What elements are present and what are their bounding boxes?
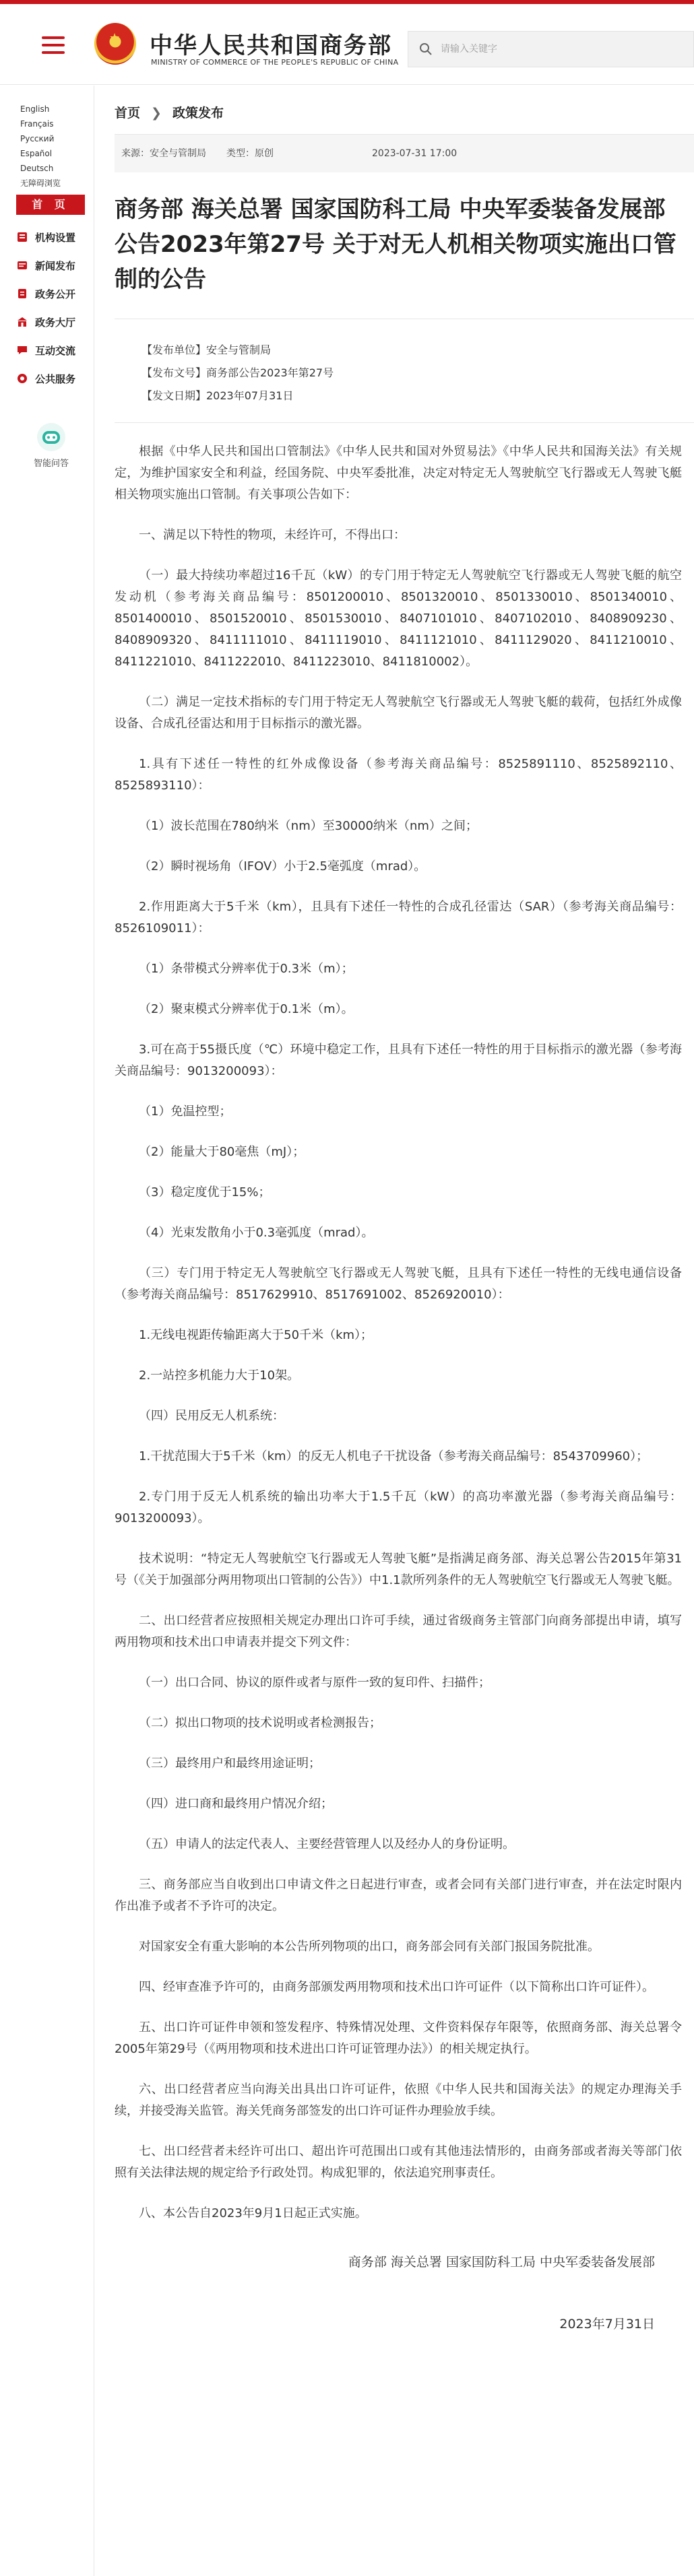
- article-paragraph: 1.具有下述任一特性的红外成像设备（参考海关商品编号：8525891110、8525892110、8525893110）：: [115, 757, 682, 793]
- national-emblem-icon[interactable]: ★: [94, 23, 136, 65]
- lang-spanish[interactable]: Español: [20, 149, 53, 158]
- article-paragraph: （二）拟出口物项的技术说明或者检测报告；: [139, 1716, 381, 1730]
- breadcrumb-current[interactable]: 政策发布: [172, 106, 224, 121]
- chevron-right-icon: ❯: [151, 106, 162, 121]
- article-paragraph: （4）光束发散角小于0.3毫弧度（mrad）。: [139, 1226, 374, 1240]
- breadcrumb: [115, 103, 224, 121]
- info-publisher: 【发布单位】安全与管制局: [141, 343, 272, 356]
- article-paragraph: （四）民用反无人机系统：: [139, 1409, 284, 1423]
- nav-item-service[interactable]: [16, 364, 85, 393]
- article-paragraph: （1）波长范围在780纳米（nm）至30000纳米（nm）之间；: [139, 819, 478, 833]
- article-paragraph: （一）最大持续功率超过16千瓦（kW）的专门用于特定无人驾驶航空飞行器或无人驾驶飞艇的航空发动机（参考海关商品编号：8501200010、8501320010、8501330010、8501340010、8501400010、8501520010、8501530010、8407101010、8407102010、8408909230、8408909320、8411111010、8411119010、8411121010、8411129020、8411210010、8411221010、8411222010、8411223010、8411810002）。: [115, 568, 682, 669]
- signature-block: [115, 2251, 682, 2335]
- article-paragraph: 三、商务部应当自收到出口申请文件之日起进行审查，或者会同有关部门进行审查，并在法定时限内作出准予或者不予许可的决定。: [115, 1878, 682, 1913]
- hall-icon: [16, 316, 28, 328]
- nav-item-chat[interactable]: [16, 336, 85, 364]
- article-paragraph: （三）最终用户和最终用途证明；: [139, 1756, 321, 1771]
- article-paragraph: 3.可在高于55摄氏度（℃）环境中稳定工作，且具有下述任一特性的用于目标指示的激光器（参考海关商品编号：9013200093）：: [115, 1043, 682, 1078]
- signatories: 商务部 海关总署 国家国防科工局 中央军委装备发展部: [348, 2255, 655, 2270]
- article-paragraph: （1）免温控型；: [139, 1104, 232, 1119]
- article-paragraph: 六、出口经营者应当向海关出具出口许可证件，依照《中华人民共和国海关法》的规定办理海关手续，并接受海关监管。海关凭商务部签发的出口许可证件办理验放手续。: [115, 2082, 682, 2118]
- site-name-cn[interactable]: 中华人民共和国商务部: [150, 32, 392, 59]
- lang-german[interactable]: Deutsch: [20, 164, 54, 173]
- info-issue-date: 【发文日期】2023年07月31日: [141, 389, 294, 402]
- article-paragraph: （2）瞬时视场角（IFOV）小于2.5毫弧度（mrad）。: [139, 859, 427, 873]
- site-name-en: MINISTRY OF COMMERCE OF THE PEOPLE'S REPUBLIC OF CHINA: [151, 58, 399, 67]
- org-icon: [16, 231, 28, 243]
- article-body: [115, 441, 682, 2243]
- article-meta: [115, 135, 694, 172]
- article-paragraph: （3）稳定度优于15%；: [139, 1185, 271, 1199]
- nav-item-news[interactable]: [16, 251, 85, 279]
- page-title: 商务部 海关总署 国家国防科工局 中央军委装备发展部公告2023年第27号 关于对无人机相关物项实施出口管制的公告: [115, 196, 676, 293]
- chat-icon: [16, 344, 28, 356]
- article-paragraph: 2.专门用于反无人机系统的输出功率大于1.5千瓦（kW）的高功率激光器（参考海关商品编号：9013200093）。: [115, 1490, 682, 1525]
- article-paragraph: 七、出口经营者未经许可出口、超出许可范围出口或有其他违法情形的，由商务部或者海关等部门依照有关法律法规的规定给予行政处罚。构成犯罪的，依法追究刑事责任。: [115, 2144, 682, 2180]
- news-icon: [16, 259, 28, 271]
- article-paragraph: （2）聚束模式分辨率优于0.1米（m）。: [139, 1002, 354, 1016]
- article-paragraph: （一）出口合同、协议的原件或者与原件一致的复印件、扫描件；: [139, 1676, 491, 1690]
- nav-item-org[interactable]: [16, 223, 85, 251]
- document-info: [141, 339, 334, 407]
- article-paragraph: （四）进口商和最终用户情况介绍；: [139, 1797, 333, 1811]
- article-paragraph: 2.一站控多机能力大于10架。: [139, 1368, 300, 1383]
- accessibility-link[interactable]: 无障碍浏览: [20, 178, 61, 188]
- article-paragraph: 技术说明：“特定无人驾驶航空飞行器或无人驾驶飞艇”是指满足商务部、海关总署公告2015年第31号（《关于加强部分两用物项出口管制的公告》）中1.1款所列条件的无人驾驶航空飞行器或无人驾驶飞艇。: [115, 1552, 682, 1587]
- nav-item-label: 新闻发布: [35, 259, 76, 272]
- article-paragraph: 根据《中华人民共和国出口管制法》《中华人民共和国对外贸易法》《中华人民共和国海关法》有关规定，为维护国家安全和利益，经国务院、中央军委批准，决定对特定无人驾驶航空飞行器或无人驾驶飞艇相关物项实施出口管制。有关事项公告如下：: [115, 444, 682, 502]
- meta-type: 类型：原创: [226, 148, 274, 159]
- nav-home[interactable]: 首 页: [16, 195, 85, 215]
- article-paragraph: （二）满足一定技术指标的专门用于特定无人驾驶航空飞行器或无人驾驶飞艇的载荷，包括红外成像设备、合成孔径雷达和用于目标指示的激光器。: [115, 695, 682, 731]
- nav-item-label: 机构设置: [35, 231, 76, 244]
- search-input[interactable]: [441, 38, 683, 60]
- language-links: [20, 102, 91, 191]
- site-header: [0, 4, 694, 85]
- article-paragraph: 二、出口经营者应按照相关规定办理出口许可手续，通过省级商务主管部门向商务部提出申请，填写两用物项和技术出口申请表并提交下列文件：: [115, 1614, 682, 1649]
- lang-english[interactable]: English: [20, 104, 50, 114]
- article-paragraph: （三）专门用于特定无人驾驶航空飞行器或无人驾驶飞艇，且具有下述任一特性的无线电通信设备（参考海关商品编号：8517629910、8517691002、8526920010）：: [115, 1266, 682, 1302]
- article-paragraph: 2.作用距离大于5千米（km），且具有下述任一特性的合成孔径雷达（SAR）（参考海关商品编号：8526109011）：: [115, 900, 682, 935]
- article-paragraph: 1.无线电视距传输距离大于50千米（km）；: [139, 1328, 373, 1342]
- article-paragraph: 1.干扰范围大于5千米（km）的反无人机电子干扰设备（参考海关商品编号：8543709960）；: [139, 1449, 649, 1463]
- info-doc-no: 【发布文号】商务部公告2023年第27号: [141, 366, 334, 379]
- assistant-label[interactable]: 智能问答: [33, 459, 69, 469]
- article-paragraph: 五、出口许可证件申领和签发程序、特殊情况处理、文件资料保存年限等，依照商务部、海关总署令2005年第29号（《两用物项和技术进出口许可证管理办法》）的相关规定执行。: [115, 2020, 682, 2056]
- sign-date: 2023年7月31日: [559, 2317, 655, 2332]
- service-icon: [16, 372, 28, 385]
- article-paragraph: 一、满足以下特性的物项，未经许可，不得出口：: [139, 528, 406, 542]
- sidebar: [0, 86, 94, 2576]
- search-icon[interactable]: [419, 42, 433, 56]
- meta-date: 2023-07-31 17:00: [372, 148, 458, 159]
- article-paragraph: 对国家安全有重大影响的本公告所列物项的出口，商务部会同有关部门报国务院批准。: [139, 1940, 600, 1954]
- article-paragraph: （1）条带模式分辨率优于0.3米（m）；: [139, 962, 354, 976]
- main-nav: [16, 195, 85, 393]
- nav-item-label: 互动交流: [35, 344, 76, 357]
- article-paragraph: （五）申请人的法定代表人、主要经营管理人以及经办人的身份证明。: [139, 1837, 515, 1851]
- nav-item-open-gov[interactable]: [16, 279, 85, 308]
- divider: [115, 422, 694, 423]
- meta-source: 来源：安全与管制局: [121, 148, 206, 159]
- lang-russian[interactable]: Русский: [20, 134, 55, 143]
- article-paragraph: （2）能量大于80毫焦（mJ）；: [139, 1145, 305, 1159]
- article-paragraph: 四、经审查准予许可的，由商务部颁发两用物项和技术出口许可证件（以下简称出口许可证件）。: [139, 1980, 654, 1994]
- search-box: [408, 31, 694, 67]
- nav-item-label: 公共服务: [35, 372, 76, 385]
- nav-item-label: 政务公开: [35, 288, 76, 300]
- article-paragraph: 八、本公告自2023年9月1日起正式实施。: [139, 2206, 367, 2220]
- breadcrumb-home[interactable]: 首页: [115, 106, 141, 121]
- assistant-robot-icon[interactable]: [36, 422, 66, 452]
- nav-item-hall[interactable]: [16, 308, 85, 336]
- lang-french[interactable]: Français: [20, 119, 54, 129]
- nav-item-label: 政务大厅: [35, 316, 76, 329]
- menu-icon[interactable]: [42, 36, 65, 55]
- open-gov-icon: [16, 288, 28, 300]
